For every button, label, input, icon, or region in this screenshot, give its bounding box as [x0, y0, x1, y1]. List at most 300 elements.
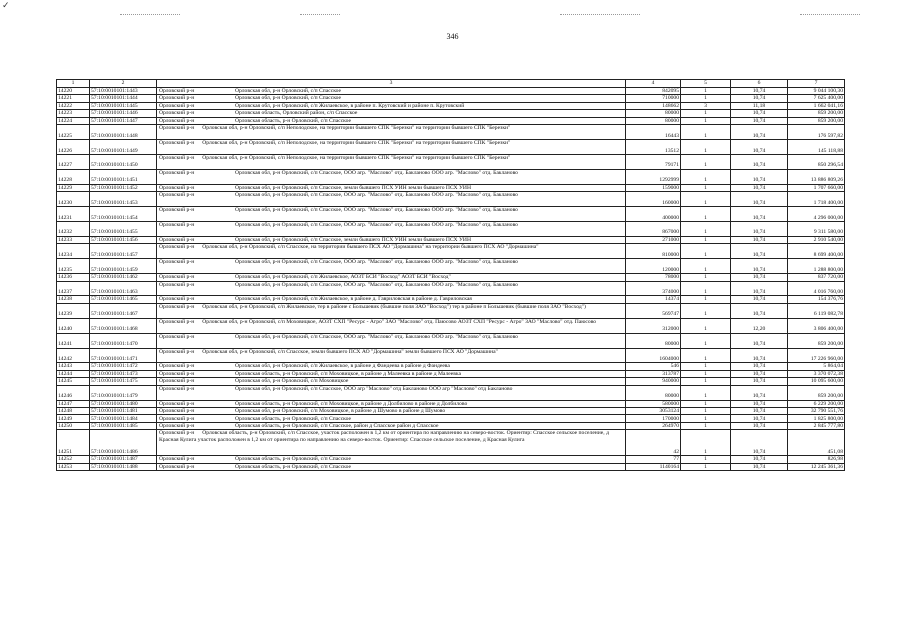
row-number: 14235	[57, 259, 90, 274]
rate-value: 10,74	[731, 463, 788, 470]
district-name: Орловский р-н	[159, 463, 195, 470]
address-text: Орловская область, р-н Орловский, с/п Спасское, район д Спасское район д Спасское	[235, 422, 439, 429]
address-text: Орловская обл, р-н Орловский, с/п Моховицкое	[235, 378, 349, 385]
location-cell	[157, 370, 626, 377]
district-name: Орловский р-н	[159, 192, 195, 199]
area-value: 580000	[626, 400, 681, 407]
count-value: 1	[681, 88, 731, 95]
cadastral-value: 3 370 072,38	[788, 370, 845, 377]
location-cell	[157, 236, 626, 243]
table-row	[57, 140, 845, 155]
cadastral-number: 57:10:0010101:1472	[90, 363, 157, 370]
address-text: Орловская обл, р-н Орловский, с/п Неполодское, на территории бывшего СПК "Березки" на территории бывшего СПК "Березки"	[202, 154, 511, 161]
district-name: Орловский р-н	[159, 333, 195, 340]
area-value: 1292999	[626, 169, 681, 184]
rate-value: 10,74	[731, 192, 788, 207]
district-name: Орловский р-н	[159, 303, 195, 310]
district-name: Орловский р-н	[159, 378, 195, 385]
district-name: Орловский р-н	[159, 400, 195, 407]
row-number: 14241	[57, 333, 90, 348]
cadastral-number: 57:10:0010101:1450	[90, 154, 157, 169]
cadastral-number: 57:10:0010101:1445	[90, 102, 157, 109]
cadastral-value: 10 095 600,00	[788, 378, 845, 385]
location-cell	[157, 348, 626, 363]
rate-value: 10,74	[731, 236, 788, 243]
area-value: 148662	[626, 102, 681, 109]
area-value: 160000	[626, 192, 681, 207]
address-text: Орловская обл, р-н Орловский, с/п Спасское, ООО агр. "Маслово" отд. Бакланово ООО агр. "Маслово" отд. Бакланово	[235, 281, 518, 288]
location-cell	[157, 140, 626, 155]
district-name: Орловский р-н	[159, 348, 195, 355]
count-value: 1	[681, 348, 731, 363]
address-text: Орловская обл, р-н Орловский, с/п Спасское	[235, 95, 341, 102]
table-row	[57, 274, 845, 281]
row-number: 14237	[57, 281, 90, 296]
district-name: Орловский р-н	[159, 88, 195, 95]
column-header: 4	[626, 80, 681, 88]
cadastral-value: 1 707 660,00	[788, 184, 845, 191]
count-value: 1	[681, 184, 731, 191]
location-cell	[157, 430, 626, 456]
cadastral-number: 57:10:0010101:1473	[90, 370, 157, 377]
district-name: Орловский р-н	[159, 385, 195, 392]
row-number: 14232	[57, 221, 90, 236]
column-header: 1	[57, 80, 90, 88]
address-text: Орловская обл, р-н Орловский, с/п Спасское, ООО агр. "Маслово" отд. Бакланово ООО агр. "Маслово" отд. Бакланово	[235, 259, 518, 266]
cadastral-value: 154 376,76	[788, 296, 845, 303]
rate-value: 10,74	[731, 110, 788, 117]
address-text: Орловская обл, р-н Орловский, с/п Спасское, земли бывшего ПСХ УИН земли бывшего ПСХ УИН	[235, 184, 472, 191]
count-value: 1	[681, 378, 731, 385]
cadastral-number: 57:10:0010101:1475	[90, 378, 157, 385]
district-name: Орловский р-н	[159, 274, 195, 281]
row-number: 14246	[57, 385, 90, 400]
area-value: 3053124	[626, 408, 681, 415]
cadastral-number: 57:10:0010101:1454	[90, 207, 157, 222]
cadastral-number: 57:10:0010101:1487	[90, 456, 157, 463]
row-number: 14233	[57, 236, 90, 243]
count-value: 3	[681, 102, 731, 109]
address-text: Орловская обл, р-н Орловский, с/п Спасское	[235, 88, 341, 95]
address-text: Орловская обл, р-н Орловский, с/п Спасское, земли бывшего ПСХ УИН земли бывшего ПСХ УИН	[235, 236, 472, 243]
address-text: Орловская обл, р-н Орловский, с/п Неполодское, на территории бывшего СПК "Березки" на территории бывшего СПК "Березки"	[202, 140, 511, 147]
area-value: 14374	[626, 296, 681, 303]
cadastral-number: 57:10:0010101:1484	[90, 415, 157, 422]
row-number: 14250	[57, 422, 90, 429]
location-cell	[157, 117, 626, 124]
area-value: 867000	[626, 221, 681, 236]
row-number: 14220	[57, 88, 90, 95]
cadastral-number: 57:10:0010101:1447	[90, 117, 157, 124]
row-number: 14236	[57, 274, 90, 281]
cadastral-number: 57:10:0010101:1481	[90, 408, 157, 415]
address-text: Орловская обл, р-н Орловский, с/п Моховицкое, АОЗТ СХП "Ресурс - Агро" ЗАО "Маслово" отд. Паюсово АОЗТ СХП "Ресурс - Агро" ЗАО "Маслово" отд. Паюсово	[202, 318, 597, 325]
cadastral-value: 13 886 809,26	[788, 169, 845, 184]
table-row	[57, 463, 845, 470]
rate-value: 10,74	[731, 415, 788, 422]
row-number: 14222	[57, 102, 90, 109]
district-name: Орловский р-н	[159, 140, 195, 147]
cadastral-value: 2 845 777,80	[788, 422, 845, 429]
rate-value: 10,74	[731, 333, 788, 348]
location-cell	[157, 154, 626, 169]
cadastral-number: 57:10:0010101:1444	[90, 95, 157, 102]
cadastral-value: 4 296 000,00	[788, 207, 845, 222]
cadastral-number: 57:10:0010101:1462	[90, 274, 157, 281]
address-text: Орловская обл, р-н Орловский, с/п Жилаевское, АОЗТ БСИ "Восход" АОЗТ БСИ "Восход"	[235, 274, 451, 281]
column-header: 6	[731, 80, 788, 88]
count-value: 1	[681, 259, 731, 274]
scan-noise	[800, 14, 860, 15]
rate-value: 10,74	[731, 125, 788, 140]
row-number: 14221	[57, 95, 90, 102]
rate-value: 10,74	[731, 385, 788, 400]
rate-value: 10,74	[731, 184, 788, 191]
row-number: 14252	[57, 456, 90, 463]
count-value: 1	[681, 385, 731, 400]
address-text: Орловская обл, р-н Орловский, с/п Жилаевское, тер в районе с Большевик (бывшие поля ЗАО "Восход") тер в районе п Большевик (бывшие поля ЗАО "Восход")	[202, 303, 586, 310]
column-header: 3	[157, 80, 626, 88]
rate-value: 10,74	[731, 303, 788, 318]
table-row	[57, 333, 845, 348]
district-name: Орловский р-н	[159, 408, 195, 415]
rate-value: 12,20	[731, 318, 788, 333]
cadastral-value: 17 226 960,00	[788, 348, 845, 363]
area-value: 810000	[626, 244, 681, 259]
cadastral-number: 57:10:0010101:1480	[90, 400, 157, 407]
cadastral-number: 57:10:0010101:1448	[90, 125, 157, 140]
location-cell	[157, 363, 626, 370]
location-cell	[157, 207, 626, 222]
cadastral-number: 57:10:0010101:1470	[90, 333, 157, 348]
district-name: Орловский р-н	[159, 207, 195, 214]
rate-value: 10,74	[731, 117, 788, 124]
table-row	[57, 154, 845, 169]
area-value: 16443	[626, 125, 681, 140]
row-number: 14247	[57, 400, 90, 407]
cadastral-value: 6 229 200,00	[788, 400, 845, 407]
rate-value: 10,74	[731, 221, 788, 236]
row-number: 14248	[57, 408, 90, 415]
cadastral-value: 1 825 800,00	[788, 415, 845, 422]
column-header: 2	[90, 80, 157, 88]
count-value: 1	[681, 430, 731, 456]
address-text: Орловская обл, р-н Орловский, с/п Жилаевское, в районе п. Крутовский и районе п. Крутовский	[235, 102, 465, 109]
district-name: Орловский р-н	[159, 281, 195, 288]
rate-value: 10,74	[731, 140, 788, 155]
scan-noise	[300, 14, 340, 15]
rate-value: 10,74	[731, 274, 788, 281]
area-value: 78000	[626, 274, 681, 281]
cadastral-number: 57:10:0010101:1451	[90, 169, 157, 184]
table-row	[57, 400, 845, 407]
cadastral-value: 859 200,00	[788, 117, 845, 124]
district-name: Орловский р-н	[159, 244, 195, 251]
district-name: Орловский р-н	[159, 117, 195, 124]
location-cell	[157, 415, 626, 422]
row-number: 14249	[57, 415, 90, 422]
address-text: Орловская обл, р-н Орловский, с/п Спасское, ООО агр. "Маслово" отд. Бакланово ООО агр. "Маслово" отд. Бакланово	[235, 192, 518, 199]
location-cell	[157, 125, 626, 140]
location-cell	[157, 95, 626, 102]
row-number: 14238	[57, 296, 90, 303]
location-cell	[157, 378, 626, 385]
count-value: 1	[681, 303, 731, 318]
address-text: Орловская область, р-н Орловский, с/п Спасское	[235, 456, 351, 463]
district-name: Орловский р-н	[159, 125, 195, 132]
address-text: Орловская обл, р-н Орловский, с/п Спасское, ООО агр. "Маслово" отд. Бакланово ООО агр. "Маслово" отд. Бакланово	[235, 333, 518, 340]
row-number: 14243	[57, 363, 90, 370]
row-number: 14230	[57, 192, 90, 207]
address-text: Орловская область, р-н Орловский, с/п Моховицкое, в районе д Малеевка в районе д Малеевка	[235, 370, 461, 377]
row-number: 14245	[57, 378, 90, 385]
address-text: Орловская область, р-н Орловский, с/п Спасское	[235, 463, 351, 470]
address-text: Орловская область, р-н Орловский, с/п Спасское	[235, 415, 351, 422]
location-cell	[157, 244, 626, 259]
rate-value: 10,74	[731, 88, 788, 95]
cadastral-value: 9 311 580,00	[788, 221, 845, 236]
table-row	[57, 110, 845, 117]
cadastral-value: 6 119 082,78	[788, 303, 845, 318]
count-value: 1	[681, 207, 731, 222]
address-text: Орловская обл, р-н Орловский, с/п Спасское, ООО агр. "Маслово" отд. Бакланово ООО агр. "Маслово" отд. Бакланово	[235, 169, 518, 176]
cadastral-number: 57:10:0010101:1459	[90, 259, 157, 274]
location-cell	[157, 184, 626, 191]
rate-value: 10,74	[731, 363, 788, 370]
page-number: 346	[446, 32, 459, 41]
cadastral-value: 850 296,54	[788, 154, 845, 169]
district-name: Орловский р-н	[159, 318, 195, 325]
table-row	[57, 370, 845, 377]
count-value: 1	[681, 169, 731, 184]
cadastral-number: 57:10:0010101:1488	[90, 463, 157, 470]
location-cell	[157, 463, 626, 470]
row-number: 14244	[57, 370, 90, 377]
location-cell	[157, 169, 626, 184]
area-value: 77	[626, 456, 681, 463]
table-row	[57, 244, 845, 259]
area-value: 159000	[626, 184, 681, 191]
area-value: 710000	[626, 95, 681, 102]
table-body	[57, 88, 845, 471]
rate-value: 10,74	[731, 422, 788, 429]
table-row	[57, 102, 845, 109]
row-number: 14229	[57, 184, 90, 191]
address-text: Орловская обл, р-н Орловский, с/п Моховицкое, в районе д Шумово в районе д Шумово	[235, 408, 446, 415]
cadastral-value: 5 864,04	[788, 363, 845, 370]
area-value: 940000	[626, 378, 681, 385]
table-row	[57, 378, 845, 385]
location-cell	[157, 400, 626, 407]
area-value: 264970	[626, 422, 681, 429]
count-value: 1	[681, 192, 731, 207]
location-cell	[157, 456, 626, 463]
land-register-table	[56, 79, 845, 471]
address-text: Орловская обл, р-н Орловский, с/п Жилаевское, в районе д. Гавриловская в районе д. Гавриловская	[235, 296, 472, 303]
rate-value: 10,74	[731, 207, 788, 222]
cadastral-number: 57:10:0010101:1446	[90, 110, 157, 117]
count-value: 1	[681, 140, 731, 155]
count-value: 1	[681, 363, 731, 370]
table-row	[57, 385, 845, 400]
table-row	[57, 296, 845, 303]
area-value: 79171	[626, 154, 681, 169]
area-value: 170000	[626, 415, 681, 422]
address-text: Орловская обл, р-н Орловский, с/п Спасское, на территории бывшего ПСХ АО "Дормашина" на территории бывшего ПСХ АО "Дормашина"	[202, 244, 539, 251]
row-number: 14228	[57, 169, 90, 184]
district-name: Орловский р-н	[159, 422, 195, 429]
area-value: 80000	[626, 110, 681, 117]
location-cell	[157, 333, 626, 348]
district-name: Орловский р-н	[159, 430, 195, 437]
count-value: 1	[681, 463, 731, 470]
table-row	[57, 207, 845, 222]
address-text: Орловская область, р-н Орловский, с/п Спасское	[235, 117, 351, 124]
district-name: Орловский р-н	[159, 415, 195, 422]
count-value: 1	[681, 221, 731, 236]
count-value: 1	[681, 236, 731, 243]
area-value: 842095	[626, 88, 681, 95]
location-cell	[157, 221, 626, 236]
area-value: 120000	[626, 259, 681, 274]
rate-value: 10,74	[731, 408, 788, 415]
row-number: 14239	[57, 303, 90, 318]
district-name: Орловский р-н	[159, 456, 195, 463]
table-row	[57, 408, 845, 415]
cadastral-number: 57:10:0010101:1463	[90, 281, 157, 296]
rate-value: 10,74	[731, 95, 788, 102]
column-header: 5	[681, 80, 731, 88]
address-text: Орловская область, р-н Орловский, с/п Спасское, участок расположен в 1,2 км от ориентира по направлению на северо-восток. Ориентир: Спасское сельское поселение, д Красная Кулига участок расположен в 1,2 км от ориентира по направлению на северо-восток. Ориентир: Спасское сельское поселение, д Красная Кулига	[159, 430, 609, 443]
row-number: 14224	[57, 117, 90, 124]
count-value: 1	[681, 400, 731, 407]
table-row	[57, 125, 845, 140]
district-name: Орловский р-н	[159, 154, 195, 161]
row-number: 14227	[57, 154, 90, 169]
cadastral-number: 57:10:0010101:1455	[90, 221, 157, 236]
cadastral-value: 837 720,00	[788, 274, 845, 281]
row-number: 14240	[57, 318, 90, 333]
location-cell	[157, 318, 626, 333]
table-row	[57, 117, 845, 124]
rate-value: 10,74	[731, 281, 788, 296]
row-number: 14234	[57, 244, 90, 259]
cadastral-number: 57:10:0010101:1468	[90, 318, 157, 333]
cadastral-value: 12 245 361,36	[788, 463, 845, 470]
area-value: 546	[626, 363, 681, 370]
table-row	[57, 236, 845, 243]
cadastral-number: 57:10:0010101:1485	[90, 422, 157, 429]
district-name: Орловский р-н	[159, 110, 195, 117]
count-value: 1	[681, 318, 731, 333]
cadastral-number: 57:10:0010101:1453	[90, 192, 157, 207]
cadastral-number: 57:10:0010101:1449	[90, 140, 157, 155]
cadastral-value: 2 910 540,00	[788, 236, 845, 243]
area-value: 312000	[626, 318, 681, 333]
row-number: 14253	[57, 463, 90, 470]
cadastral-value: 859 200,00	[788, 333, 845, 348]
location-cell	[157, 274, 626, 281]
count-value: 1	[681, 370, 731, 377]
row-number: 14223	[57, 110, 90, 117]
area-value: 42	[626, 430, 681, 456]
table-row	[57, 281, 845, 296]
cadastral-value: 9 044 100,30	[788, 88, 845, 95]
address-text: Орловская обл, р-н Орловский, с/п Жилаевское, в районе д Фандеева в районе д Фандеева	[235, 363, 450, 370]
district-name: Орловский р-н	[159, 370, 195, 377]
location-cell	[157, 192, 626, 207]
cadastral-value: 1 718 400,00	[788, 192, 845, 207]
location-cell	[157, 110, 626, 117]
address-text: Орловская область, Орловский район, с/п Спасское	[235, 110, 358, 117]
location-cell	[157, 281, 626, 296]
address-text: Орловская обл, р-н Орловский, с/п Спасское, ООО агр. "Маслово" отд. Бакланово ООО агр. "Маслово" отд. Бакланово	[235, 207, 518, 214]
cadastral-value: 3 806 400,00	[788, 318, 845, 333]
count-value: 1	[681, 274, 731, 281]
table-row	[57, 422, 845, 429]
location-cell	[157, 88, 626, 95]
rate-value: 10,74	[731, 430, 788, 456]
cadastral-value: 1 662 041,16	[788, 102, 845, 109]
area-value: 1140164	[626, 463, 681, 470]
table-row	[57, 259, 845, 274]
cadastral-value: 859 200,00	[788, 110, 845, 117]
district-name: Орловский р-н	[159, 363, 195, 370]
area-value: 13512	[626, 140, 681, 155]
area-value: 400000	[626, 207, 681, 222]
rate-value: 10,74	[731, 400, 788, 407]
table-row	[57, 184, 845, 191]
location-cell	[157, 296, 626, 303]
rate-value: 10,74	[731, 244, 788, 259]
cadastral-number: 57:10:0010101:1471	[90, 348, 157, 363]
cadastral-number: 57:10:0010101:1479	[90, 385, 157, 400]
table-row	[57, 95, 845, 102]
table-row	[57, 318, 845, 333]
cadastral-value: 826,98	[788, 456, 845, 463]
cadastral-number: 57:10:0010101:1465	[90, 296, 157, 303]
district-name: Орловский р-н	[159, 236, 195, 243]
district-name: Орловский р-н	[159, 259, 195, 266]
rate-value: 10,74	[731, 378, 788, 385]
rate-value: 10,74	[731, 259, 788, 274]
table-row	[57, 192, 845, 207]
scan-mark: ✓	[2, 0, 10, 10]
header-row	[57, 80, 845, 88]
cadastral-value: 32 790 551,76	[788, 408, 845, 415]
rate-value: 10,74	[731, 370, 788, 377]
area-value: 80000	[626, 385, 681, 400]
table-row	[57, 88, 845, 95]
address-text: Орловская обл, р-н Орловский, с/п Спасское, ООО агр. "Маслово" отд. Бакланово ООО агр. "Маслово" отд. Бакланово	[235, 221, 518, 228]
address-text: Орловская область, р-н Орловский, с/п Моховицкое, в районе д Долбилово в районе д Долбилово	[235, 400, 468, 407]
cadastral-value: 451,08	[788, 430, 845, 456]
count-value: 1	[681, 125, 731, 140]
cadastral-number: 57:10:0010101:1456	[90, 236, 157, 243]
column-header: 7	[788, 80, 845, 88]
district-name: Орловский р-н	[159, 221, 195, 228]
table-row	[57, 221, 845, 236]
scan-noise	[560, 14, 640, 15]
area-value: 313787	[626, 370, 681, 377]
area-value: 80000	[626, 333, 681, 348]
count-value: 1	[681, 110, 731, 117]
cadastral-number: 57:10:0010101:1452	[90, 184, 157, 191]
location-cell	[157, 422, 626, 429]
row-number: 14225	[57, 125, 90, 140]
area-value: 271000	[626, 236, 681, 243]
district-name: Орловский р-н	[159, 169, 195, 176]
